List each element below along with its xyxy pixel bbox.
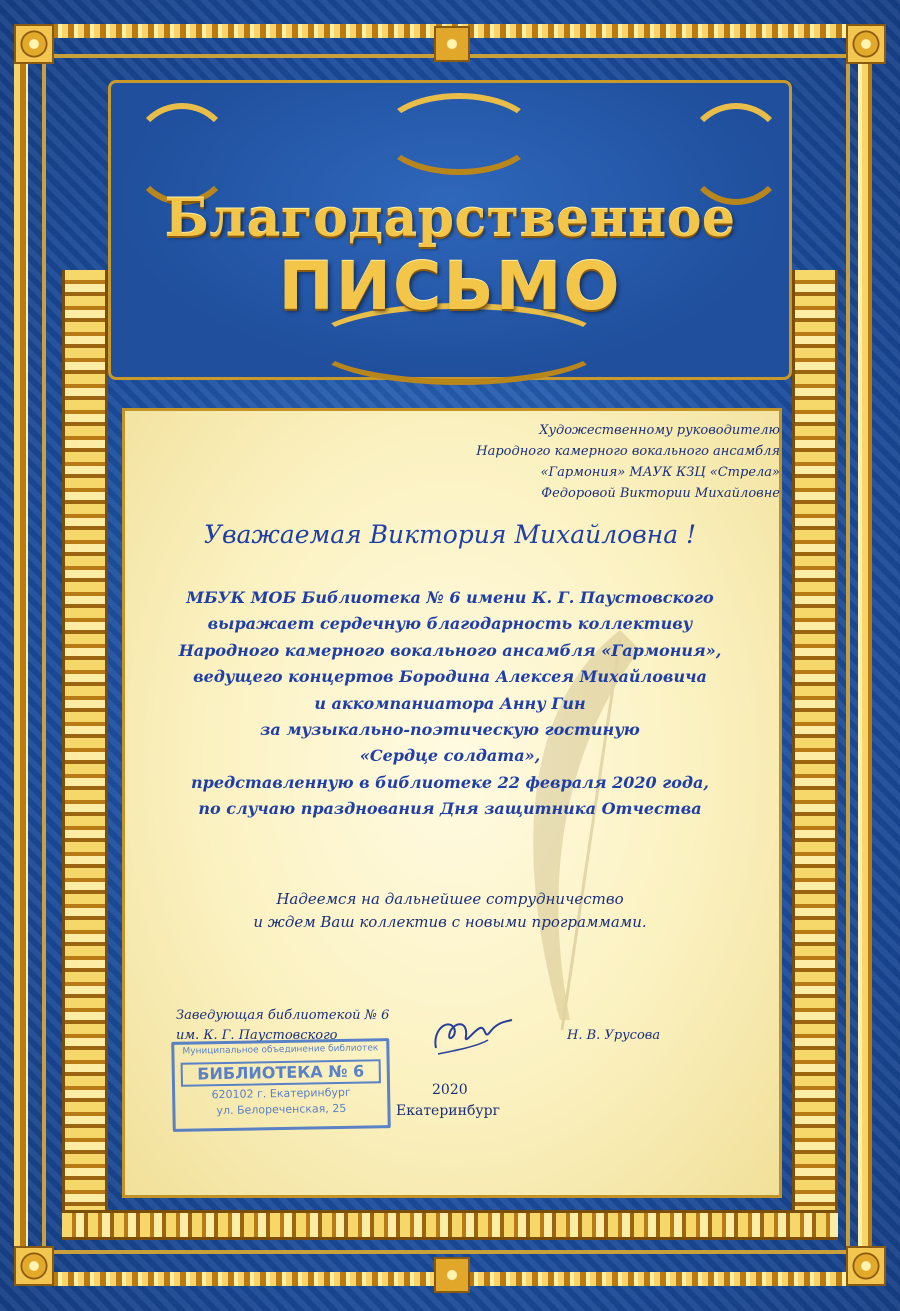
corner-ornament-icon bbox=[14, 24, 54, 64]
body-line: представленную в библиотеке 22 февраля 2020 года, bbox=[191, 772, 709, 792]
body-text bbox=[120, 585, 780, 823]
addressee-line: «Гармония» МАУК КЗЦ «Стрела» bbox=[540, 465, 780, 480]
bottom-chain-border bbox=[62, 1210, 838, 1240]
body-line: выражает сердечную благодарность коллективу bbox=[207, 614, 693, 634]
closing-line: и ждем Ваш коллектив с новыми программами. bbox=[253, 913, 647, 931]
closing-text bbox=[120, 888, 780, 934]
library-stamp bbox=[171, 1038, 391, 1132]
signer-position-line: Заведующая библиотекой № 6 bbox=[176, 1008, 390, 1023]
corner-ornament-icon bbox=[14, 1246, 54, 1286]
signer-name: Н. В. Урусова bbox=[567, 1028, 661, 1043]
certificate-title-line-1: Благодарственное bbox=[164, 188, 736, 249]
stamp-address-line: ул. Белореченская, 25 bbox=[216, 1101, 347, 1118]
left-chain-border bbox=[62, 270, 108, 1230]
body-line: МБУК МОБ Библиотека № 6 имени К. Г. Паустовского bbox=[186, 588, 714, 607]
corner-ornament-icon bbox=[846, 1246, 886, 1286]
stamp-address-line: 620102 г. Екатеринбург bbox=[211, 1085, 351, 1102]
document-city: Екатеринбург bbox=[396, 1103, 500, 1119]
body-line: ведущего концертов Бородина Алексея Михайловича bbox=[193, 667, 707, 687]
rosette-ornament-icon bbox=[434, 26, 470, 62]
body-line: Народного камерного вокального ансамбля «Гармония», bbox=[178, 640, 722, 660]
handwritten-signature bbox=[428, 1010, 518, 1060]
stamp-organization: Муниципальное объединение библиотек bbox=[182, 1043, 379, 1057]
body-line: по случаю празднования Дня защитника Отчества bbox=[198, 799, 702, 819]
corner-ornament-icon bbox=[846, 24, 886, 64]
addressee-line: Художественному руководителю bbox=[539, 423, 780, 438]
swirl-ornament-icon bbox=[381, 93, 537, 175]
body-line: и аккомпаниатора Анну Гин bbox=[314, 693, 586, 713]
document-year: 2020 bbox=[432, 1082, 468, 1098]
certificate-title-line-2: ПИСЬМО bbox=[278, 248, 622, 325]
greeting: Уважаемая Виктория Михайловна ! bbox=[203, 520, 697, 549]
signer-position-line: им. К. Г. Паустовского bbox=[176, 1028, 338, 1043]
rosette-ornament-icon bbox=[434, 1257, 470, 1293]
addressee-line: Федоровой Виктории Михайловне bbox=[541, 486, 780, 501]
body-line: за музыкально-поэтическую гостиную bbox=[260, 720, 640, 740]
addressee-block bbox=[360, 420, 780, 504]
closing-line: Надеемся на дальнейшее сотрудничество bbox=[276, 890, 624, 908]
addressee-line: Народного камерного вокального ансамбля bbox=[476, 444, 780, 459]
body-line: «Сердце солдата», bbox=[359, 746, 541, 766]
right-chain-border bbox=[792, 270, 838, 1230]
stamp-name: БИБЛИОТЕКА № 6 bbox=[181, 1059, 381, 1086]
